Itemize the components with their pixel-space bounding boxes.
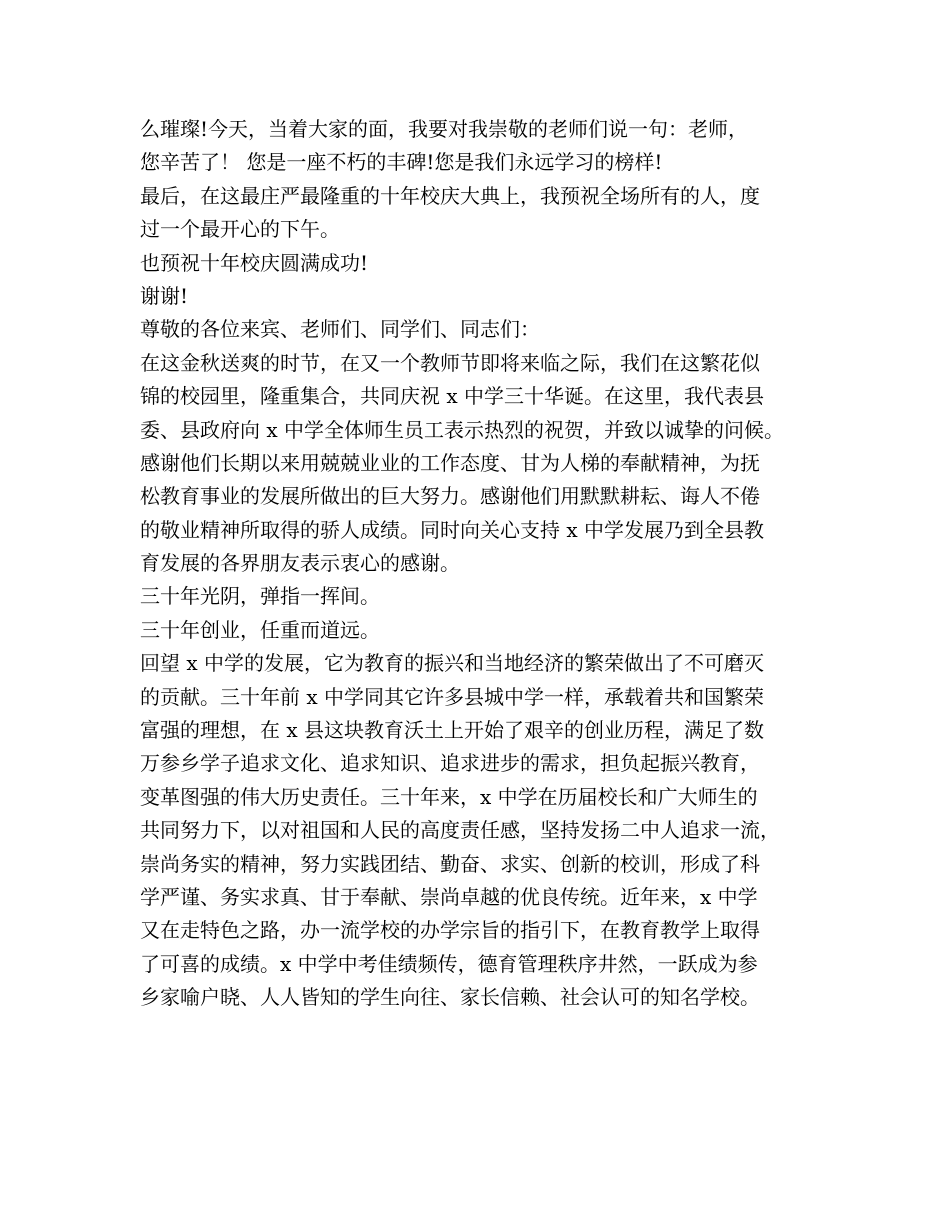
text-line: 过一个最开心的下午。 <box>140 217 340 242</box>
text-line: 学严谨、务实求真、甘于奉献、崇尚卓越的优良传统。近年来，x 中学 <box>140 884 758 909</box>
text-line: 锦的校园里，隆重集合，共同庆祝 x 中学三十华诞。在这里，我代表县 <box>140 384 764 409</box>
text-line: 共同努力下，以对祖国和人民的高度责任感，坚持发扬二中人追求一流， <box>140 818 780 843</box>
text-line: 乡家喻户晓、人人皆知的学生向往、家长信赖、社会认可的知名学校。 <box>140 985 760 1010</box>
text-line: 崇尚务实的精神，努力实践团结、勤奋、求实、创新的校训，形成了科 <box>140 851 760 876</box>
text-line: 也预祝十年校庆圆满成功! <box>140 250 369 275</box>
text-line: 最后，在这最庄严最隆重的十年校庆大典上，我预祝全场所有的人，度 <box>140 183 760 208</box>
text-line: 尊敬的各位来宾、老师们、同学们、同志们： <box>140 317 540 342</box>
text-line: 变革图强的伟大历史责任。三十年来，x 中学在历届校长和广大师生的 <box>140 784 758 809</box>
text-line: 回望 x 中学的发展，它为教育的振兴和当地经济的繁荣做出了不可磨灭 <box>140 651 764 676</box>
text-line: 松教育事业的发展所做出的巨大努力。感谢他们用默默耕耘、诲人不倦 <box>140 484 760 509</box>
text-line: 感谢他们长期以来用兢兢业业的工作态度、甘为人梯的奉献精神，为抚 <box>140 450 760 475</box>
text-line: 在这金秋送爽的时节，在又一个教师节即将来临之际，我们在这繁花似 <box>140 350 760 375</box>
text-line: 的贡献。三十年前 x 中学同其它许多县城中学一样，承载着共和国繁荣 <box>140 684 764 709</box>
text-line: 三十年光阴，弹指一挥间。 <box>140 584 380 609</box>
text-line: 您辛苦了！ 您是一座不朽的丰碑!您是我们永远学习的榜样! <box>140 150 663 175</box>
text-line: 委、县政府向 x 中学全体师生员工表示热烈的祝贺，并致以诚挚的问候。 <box>140 417 784 442</box>
text-line: 了可喜的成绩。x 中学中考佳绩频传，德育管理秩序井然，一跃成为参 <box>140 951 758 976</box>
text-line: 万参乡学子追求文化、追求知识、追求进步的需求，担负起振兴教育， <box>140 751 760 776</box>
text-line: 富强的理想，在 x 县这块教育沃土上开始了艰辛的创业历程，满足了数 <box>140 718 764 743</box>
document-body <box>140 113 830 1015</box>
text-line: 又在走特色之路，办一流学校的办学宗旨的指引下，在教育教学上取得 <box>140 918 760 943</box>
text-line: 三十年创业，任重而道远。 <box>140 617 380 642</box>
text-line: 的敬业精神所取得的骄人成绩。同时向关心支持 x 中学发展乃到全县教 <box>140 517 764 542</box>
text-line: 谢谢! <box>140 283 189 308</box>
text-line: 么璀璨!今天，当着大家的面，我要对我崇敬的老师们说一句：老师， <box>140 117 749 141</box>
text-line: 育发展的各界朋友表示衷心的感谢。 <box>140 551 460 576</box>
